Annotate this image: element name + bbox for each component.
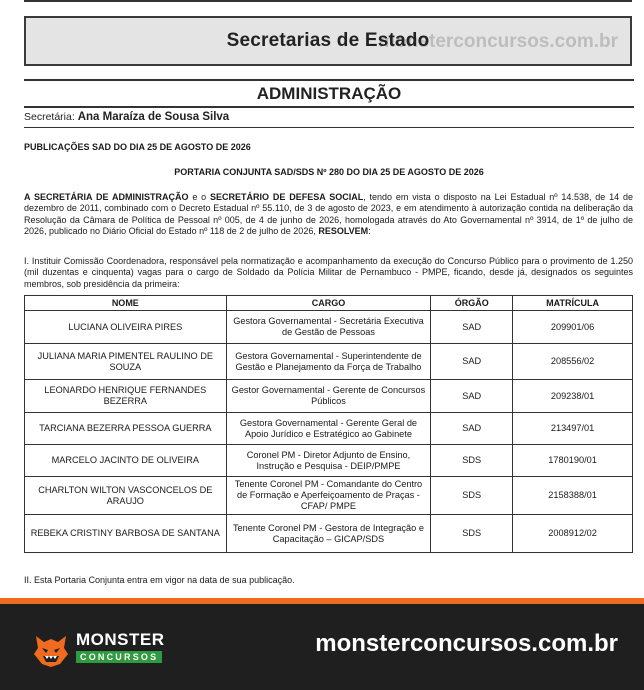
p1-bold-2: SECRETÁRIO DE DEFESA SOCIAL xyxy=(210,192,364,202)
commission-table xyxy=(24,295,633,553)
cell-cargo: Tenente Coronel PM - Gestora de Integração e Capacitação – GICAP/SDS xyxy=(226,515,431,553)
cell-orgao: SDS xyxy=(431,445,513,477)
secretaria-label: Secretária: xyxy=(24,111,75,123)
cell-cargo: Gestora Governamental - Superintendente de Gestão e Planejamento da Força de Trabalho xyxy=(226,344,431,380)
p1-text-2: , tendo em vista o disposto na Lei Estadual nº 14.538, de 14 de dezembro de 2011, combinado com o Decreto Estadual nº 55.110, de 3 de agosto de 2023, e em atendimento à autorização contida na deliberação da Resolução da Câmara de Política de Pessoal nº 005, de 4 de junho de 2026, homologada através do Ato Governamental nº 3914, de 1º de julho de 2026, publicado no Diário Oficial do Estado nº 118 de 2 de julho de 2026, xyxy=(24,192,633,237)
banner-title: Secretarias de Estado xyxy=(226,30,430,51)
publications-heading: PUBLICAÇÕES SAD DO DIA 25 DE AGOSTO DE 2026 xyxy=(24,142,251,152)
section-title: ADMINISTRAÇÃO xyxy=(256,84,402,103)
section-rule-top xyxy=(24,79,634,81)
header-cargo: CARGO xyxy=(226,296,431,311)
cell-nome: TARCIANA BEZERRA PESSOA GUERRA xyxy=(25,413,227,445)
cell-matricula: 2158388/01 xyxy=(513,477,633,515)
cell-matricula: 2008912/02 xyxy=(513,515,633,553)
cell-orgao: SAD xyxy=(431,380,513,413)
banner-watermark: monsterconcursos.com.br xyxy=(378,31,618,52)
cell-orgao: SAD xyxy=(431,311,513,344)
table-row xyxy=(25,380,633,413)
table-row xyxy=(25,344,633,380)
secretaria-line xyxy=(24,111,229,123)
closing-article: II. Esta Portaria Conjunta entra em vigor na data de sua publicação. xyxy=(24,575,295,585)
secretaria-rule xyxy=(24,127,634,128)
cell-matricula: 208556/02 xyxy=(513,344,633,380)
section-rule-bottom xyxy=(24,106,634,108)
cell-matricula: 1780190/01 xyxy=(513,445,633,477)
cell-nome: JULIANA MARIA PIMENTEL RAULINO DE SOUZA xyxy=(25,344,227,380)
table-header-row xyxy=(25,296,633,311)
cell-cargo: Coronel PM - Diretor Adjunto de Ensino, Instrução e Pesquisa - DEIP/PMPE xyxy=(226,445,431,477)
portaria-title: PORTARIA CONJUNTA SAD/SDS Nº 280 DO DIA 25 DE AGOSTO DE 2026 xyxy=(174,167,484,177)
cell-matricula: 209238/01 xyxy=(513,380,633,413)
cell-nome: CHARLTON WILTON VASCONCELOS DE ARAUJO xyxy=(25,477,227,515)
logo-text-top: MONSTER xyxy=(76,630,165,649)
table-row xyxy=(25,445,633,477)
cell-cargo: Gestora Governamental - Secretária Executiva de Gestão de Pessoas xyxy=(226,311,431,344)
table-row xyxy=(25,477,633,515)
resolution-paragraph xyxy=(24,192,633,238)
cell-matricula: 213497/01 xyxy=(513,413,633,445)
article-one-paragraph: I. Instituir Comissão Coordenadora, responsável pela normatização e acompanhamento da execução do Concurso Público para o provimento de 1.250 (mil duzentas e cinquenta) vagas para o cargo de Soldado da Polícia Militar de Pernambuco - PMPE, ficando, desde já, designados os seguintes membros, sob presidência da primeira: xyxy=(24,256,633,289)
cell-cargo: Tenente Coronel PM - Comandante do Centro de Formação e Aperfeiçoamento de Praças - CFAP/ PMPE xyxy=(226,477,431,515)
cell-orgao: SAD xyxy=(431,413,513,445)
top-rule xyxy=(24,0,632,2)
cell-nome: MARCELO JACINTO DE OLIVEIRA xyxy=(25,445,227,477)
p1-bold-1: A SECRETÁRIA DE ADMINISTRAÇÃO xyxy=(24,192,189,202)
cell-matricula: 209901/06 xyxy=(513,311,633,344)
cell-cargo: Gestor Governamental - Gerente de Concursos Públicos xyxy=(226,380,431,413)
table-row xyxy=(25,311,633,344)
table-row xyxy=(25,413,633,445)
footer xyxy=(0,604,644,690)
secretaria-name: Ana Maraíza de Sousa Silva xyxy=(77,111,230,123)
p1-text-3: : xyxy=(368,226,371,237)
cell-nome: REBEKA CRISTINY BARBOSA DE SANTANA xyxy=(25,515,227,553)
cell-cargo: Gestora Governamental - Gerente Geral de Apoio Jurídico e Estratégico ao Gabinete xyxy=(226,413,431,445)
cell-orgao: SAD xyxy=(431,344,513,380)
cell-nome: LUCIANA OLIVEIRA PIRES xyxy=(25,311,227,344)
header-nome: NOME xyxy=(25,296,227,311)
header-orgao: ÓRGÃO xyxy=(431,296,513,311)
cell-orgao: SDS xyxy=(431,515,513,553)
header-matricula: MATRÍCULA xyxy=(513,296,633,311)
monster-logo[interactable] xyxy=(32,630,182,668)
logo-text-bottom: CONCURSOS xyxy=(76,651,162,663)
p1-text-1: e o xyxy=(188,192,211,202)
table-row xyxy=(25,515,633,553)
cell-orgao: SDS xyxy=(431,477,513,515)
monster-head-icon xyxy=(32,630,70,668)
header-banner xyxy=(24,16,632,66)
p1-bold-3: RESOLVEM xyxy=(318,226,369,237)
footer-site-link[interactable]: monsterconcursos.com.br xyxy=(315,630,618,657)
cell-nome: LEONARDO HENRIQUE FERNANDES BEZERRA xyxy=(25,380,227,413)
